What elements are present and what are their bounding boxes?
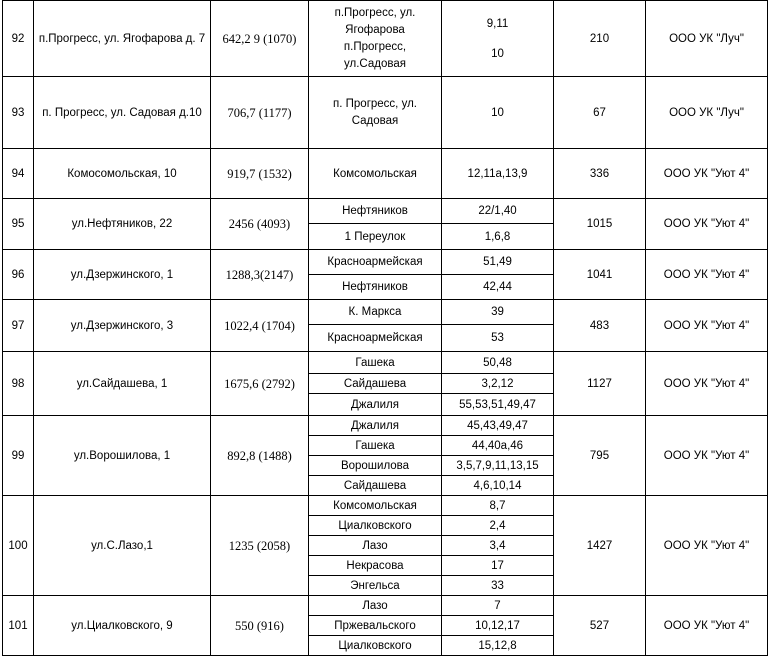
house-numbers: 4,6,10,14 bbox=[442, 476, 554, 496]
street-name: Лазо bbox=[309, 596, 442, 616]
street-name: Джалиля bbox=[309, 416, 442, 436]
streets-cell bbox=[309, 77, 442, 149]
house-numbers: 50,48 bbox=[442, 352, 554, 374]
house-numbers: 3,2,12 bbox=[442, 374, 554, 394]
address-cell: ул.Дзержинского, 3 bbox=[34, 300, 211, 352]
street-name: Сайдашева bbox=[309, 374, 442, 394]
row-number: 96 bbox=[3, 250, 34, 300]
area-cell: 1235 (2058) bbox=[211, 496, 309, 596]
company-cell: ООО УК "Уют 4" bbox=[646, 300, 768, 352]
house-numbers: 44,40а,46 bbox=[442, 436, 554, 456]
row-number: 98 bbox=[3, 352, 34, 416]
table-row bbox=[3, 496, 768, 516]
table-row bbox=[3, 352, 768, 374]
count-cell: 1127 bbox=[554, 352, 646, 416]
house-numbers: 3,4 bbox=[442, 536, 554, 556]
house-numbers: 1,6,8 bbox=[442, 224, 554, 250]
house-numbers: 7 bbox=[442, 596, 554, 616]
house-numbers: 42,44 bbox=[442, 275, 554, 300]
house-numbers: 33 bbox=[442, 576, 554, 596]
house-numbers: 55,53,51,49,47 bbox=[442, 394, 554, 416]
company-cell: ООО УК "Уют 4" bbox=[646, 199, 768, 250]
address-cell: ул.Сайдашева, 1 bbox=[34, 352, 211, 416]
company-cell: ООО УК "Уют 4" bbox=[646, 250, 768, 300]
housing-table bbox=[2, 0, 768, 656]
row-number: 99 bbox=[3, 416, 34, 496]
street-name: ул.Садовая bbox=[344, 58, 406, 71]
area-cell: 1288,3(2147) bbox=[211, 250, 309, 300]
area-cell: 550 (916) bbox=[211, 596, 309, 656]
company-cell: ООО УК "Луч" bbox=[646, 1, 768, 77]
street-name: Лазо bbox=[309, 536, 442, 556]
house-numbers: 9,11 bbox=[486, 17, 509, 30]
address-cell: ул.Дзержинского, 1 bbox=[34, 250, 211, 300]
table-row bbox=[3, 250, 768, 275]
street-name: Циалковского bbox=[309, 516, 442, 536]
street-name: Джалиля bbox=[309, 394, 442, 416]
streets-cell bbox=[309, 1, 442, 77]
address-cell: ул.Ворошилова, 1 bbox=[34, 416, 211, 496]
row-number: 93 bbox=[3, 77, 34, 149]
company-cell: ООО УК "Уют 4" bbox=[646, 352, 768, 416]
count-cell: 795 bbox=[554, 416, 646, 496]
house-numbers: 10 bbox=[491, 47, 504, 60]
street-name: Некрасова bbox=[309, 556, 442, 576]
house-numbers: 45,43,49,47 bbox=[442, 416, 554, 436]
street-name: Гашека bbox=[309, 352, 442, 374]
street-name: Нефтяников bbox=[309, 199, 442, 224]
row-number: 94 bbox=[3, 149, 34, 199]
company-cell: ООО УК "Луч" bbox=[646, 77, 768, 149]
address-cell: ул.Циалковского, 9 bbox=[34, 596, 211, 656]
count-cell: 1041 bbox=[554, 250, 646, 300]
address-cell: Комосомольская, 10 bbox=[34, 149, 211, 199]
area-cell: 2456 (4093) bbox=[211, 199, 309, 250]
area-cell: 642,2 9 (1070) bbox=[211, 1, 309, 77]
street-name: Ворошилова bbox=[309, 456, 442, 476]
street-name: п.Прогресс, ул. bbox=[334, 6, 416, 19]
count-cell: 483 bbox=[554, 300, 646, 352]
area-cell: 1675,6 (2792) bbox=[211, 352, 309, 416]
count-cell: 1427 bbox=[554, 496, 646, 596]
street-name: Красноармейская bbox=[309, 250, 442, 275]
house-numbers: 22/1,40 bbox=[442, 199, 554, 224]
street-name: Садовая bbox=[351, 114, 399, 127]
house-numbers: 15,12,8 bbox=[442, 636, 554, 656]
row-number: 97 bbox=[3, 300, 34, 352]
houses-cell bbox=[442, 1, 554, 77]
table-row bbox=[3, 300, 768, 325]
houses-cell: 10 bbox=[442, 77, 554, 149]
street-name: Пржевальского bbox=[309, 616, 442, 636]
street-name: Энгельса bbox=[309, 576, 442, 596]
table-row bbox=[3, 1, 768, 77]
street-name: 1 Переулок bbox=[309, 224, 442, 250]
street-name: п.Прогресс, bbox=[343, 41, 407, 54]
street-name: Комсомольская bbox=[309, 149, 442, 199]
area-cell: 706,7 (1177) bbox=[211, 77, 309, 149]
count-cell: 527 bbox=[554, 596, 646, 656]
street-name: Циалковского bbox=[309, 636, 442, 656]
table-row bbox=[3, 416, 768, 436]
table-row bbox=[3, 149, 768, 199]
house-numbers: 8,7 bbox=[442, 496, 554, 516]
house-numbers: 17 bbox=[442, 556, 554, 576]
area-cell: 892,8 (1488) bbox=[211, 416, 309, 496]
street-name: Сайдашева bbox=[309, 476, 442, 496]
row-number: 101 bbox=[3, 596, 34, 656]
table-row bbox=[3, 596, 768, 616]
street-name: п. Прогресс, ул. bbox=[333, 97, 417, 110]
street-name: Нефтяников bbox=[309, 275, 442, 300]
row-number: 100 bbox=[3, 496, 34, 596]
house-numbers: 10,12,17 bbox=[442, 616, 554, 636]
address-cell: ул.Нефтяников, 22 bbox=[34, 199, 211, 250]
house-numbers: 12,11а,13,9 bbox=[442, 149, 554, 199]
address-cell: п.Прогресс, ул. Ягофарова д. 7 bbox=[34, 1, 211, 77]
house-numbers: 39 bbox=[442, 300, 554, 325]
row-number: 95 bbox=[3, 199, 34, 250]
company-cell: ООО УК "Уют 4" bbox=[646, 416, 768, 496]
company-cell: ООО УК "Уют 4" bbox=[646, 596, 768, 656]
street-name: Красноармейская bbox=[309, 325, 442, 352]
count-cell: 67 bbox=[554, 77, 646, 149]
table-row bbox=[3, 77, 768, 149]
street-name: Комсомольская bbox=[309, 496, 442, 516]
street-name: Ягофарова bbox=[345, 23, 405, 36]
address-cell: ул.С.Лазо,1 bbox=[34, 496, 211, 596]
count-cell: 1015 bbox=[554, 199, 646, 250]
count-cell: 210 bbox=[554, 1, 646, 77]
house-numbers: 2,4 bbox=[442, 516, 554, 536]
street-name: К. Маркса bbox=[309, 300, 442, 325]
house-numbers: 53 bbox=[442, 325, 554, 352]
company-cell: ООО УК "Уют 4" bbox=[646, 149, 768, 199]
house-numbers: 51,49 bbox=[442, 250, 554, 275]
count-cell: 336 bbox=[554, 149, 646, 199]
table-row bbox=[3, 199, 768, 224]
house-numbers: 3,5,7,9,11,13,15 bbox=[442, 456, 554, 476]
area-cell: 1022,4 (1704) bbox=[211, 300, 309, 352]
address-cell: п. Прогресс, ул. Садовая д.10 bbox=[34, 77, 211, 149]
company-cell: ООО УК "Уют 4" bbox=[646, 496, 768, 596]
street-name: Гашека bbox=[309, 436, 442, 456]
area-cell: 919,7 (1532) bbox=[211, 149, 309, 199]
row-number: 92 bbox=[3, 1, 34, 77]
